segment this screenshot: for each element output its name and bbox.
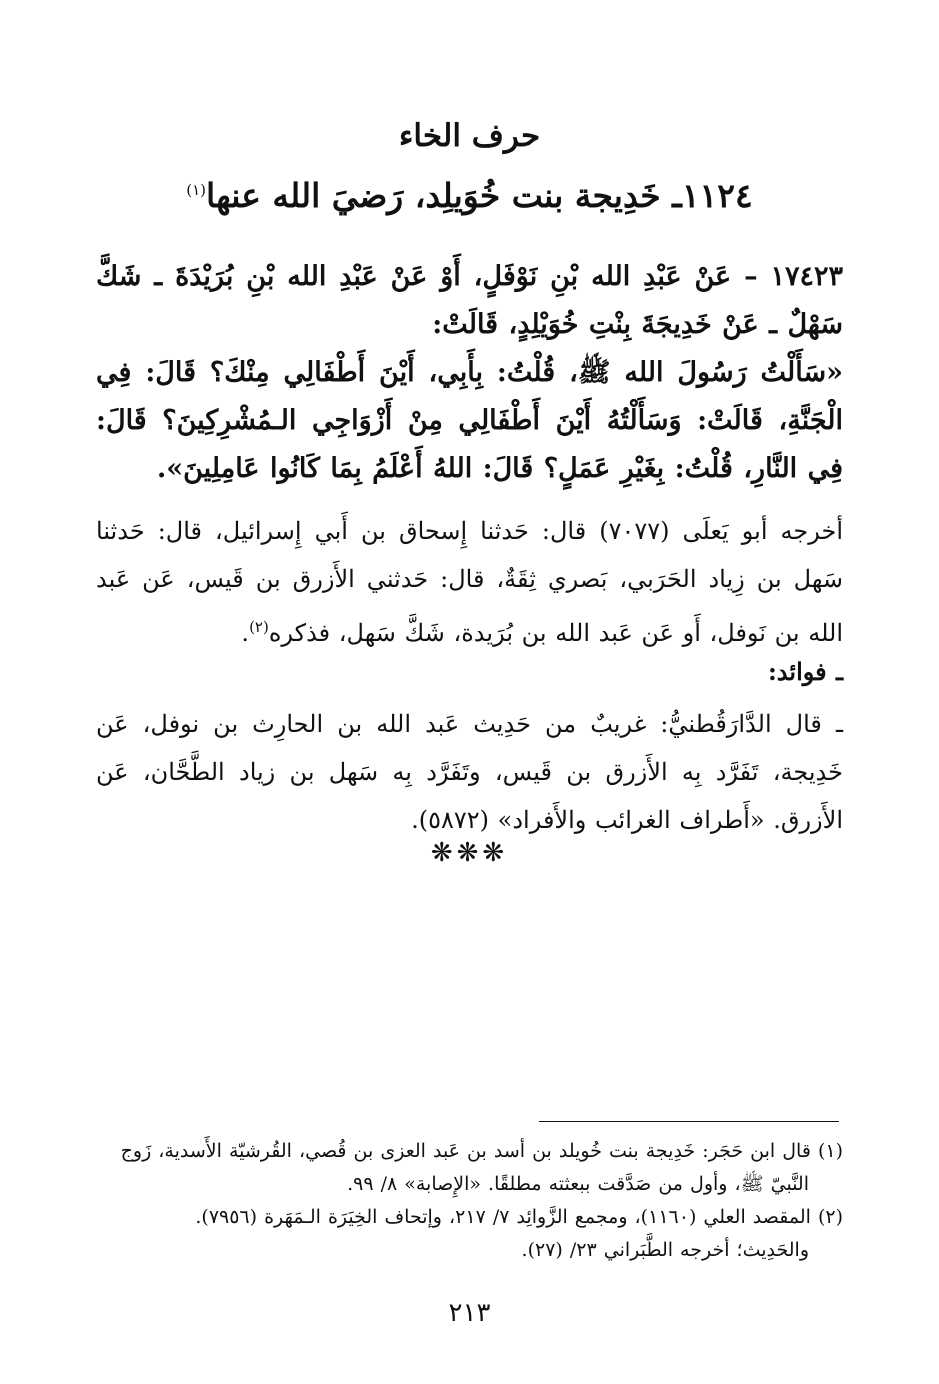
- fawaid-heading: ـ فوائد:: [767, 657, 843, 686]
- chapter-title: حرف الخاء: [398, 118, 541, 154]
- fawaid-paragraph: ـ قال الدَّارَقُطنيُّ: غريبٌ من حَدِيث عَبد الله بن الحارِث بن نوفل، عَن خَدِيجة، تَفَرَّد بِه الأَزرق بن قَيس، وتَفَرَّد بِه سَهل بن زياد الطَّحَّان، عَن الأَزرق. «أَطراف الغرائب والأَفراد» (٥٨٧٢).: [96, 710, 843, 834]
- section-separator: ❋❋❋: [430, 838, 509, 868]
- footnote-rule: [539, 1121, 839, 1122]
- footnotes: [96, 1135, 843, 1267]
- page-number: ٢١٣: [448, 1298, 491, 1328]
- takhrij-footnote-ref: (٢): [249, 618, 269, 636]
- takhrij-end: .: [241, 619, 250, 647]
- takhrij-text: أخرجه أبو يَعلَى (٧٠٧٧) قال: حَدثنا إِسحاق بن أَبي إِسرائيل، قال: حَدثنا سَهل بن زِياد الحَرَبي، بَصري ثِقَةٌ، قال: حَدثني الأَزرق بن قَيس، عَن عَبد الله بن نَوفل، أَو عَن عَبد الله بن بُرَيدة، شَكَّ سَهل، فذكره: [96, 517, 843, 647]
- footnote-1-line-2: النَّبيّ ﷺ، وأول من صَدَّقت ببعثته مطلقًا. «الإِصابة» ٨/ ٩٩.: [347, 1173, 809, 1195]
- footnote-2-line-2: والحَدِيث؛ أخرجه الطَّبَراني ٢٣/ (٢٧).: [521, 1239, 809, 1261]
- hadith-block: [96, 253, 843, 493]
- hadith-text: «سَأَلْتُ رَسُولَ الله ﷺ، قُلْتُ: بِأَبِي، أَيْنَ أَطْفَالِي مِنْكَ؟ قَالَ: فِي الْجَنَّةِ، قَالَتْ: وَسَأَلْتُهُ أَيْنَ أَطْفَالِي مِنْ أَزْوَاجِي الـمُشْرِكِينَ؟ قَالَ: فِي النَّارِ، قُلْتُ: بِغَيْرِ عَمَلٍ؟ قَالَ: اللهُ أَعْلَمُ بِمَا كَانُوا عَامِلِينَ».: [96, 357, 843, 484]
- hadith-lead: ١٧٤٢٣ – عَنْ عَبْدِ الله بْنِ نَوْفَلٍ، أَوْ عَنْ عَبْدِ الله بْنِ بُرَيْدَةَ ـ شَكَّ سَهْلٌ ـ عَنْ خَدِيجَةَ بِنْتِ خُوَيْلِدٍ، قَالَتْ:: [96, 261, 843, 340]
- footnote-2-line-1: (٢) المقصد العلي (١١٦٠)، ومجمع الزَّوائِد ٧/ ٢١٧، وإتحاف الخِيَرَة الـمَهَرة (٧٩٥٦).: [195, 1206, 843, 1228]
- entry-footnote-ref: (١): [186, 181, 207, 199]
- footnote-1-line-1: (١) قال ابن حَجَر: خَدِيجة بنت خُويلد بن أسد بن عَبد العزى بن قُصي، القُرشيّة الأَسدية، زَوج: [120, 1140, 843, 1162]
- entry-title: [0, 176, 939, 215]
- takhrij-paragraph: [96, 507, 843, 657]
- entry-title-text: ١١٢٤ـ خَدِيجة بنت خُوَيلِد، رَضيَ الله عنها: [206, 176, 753, 215]
